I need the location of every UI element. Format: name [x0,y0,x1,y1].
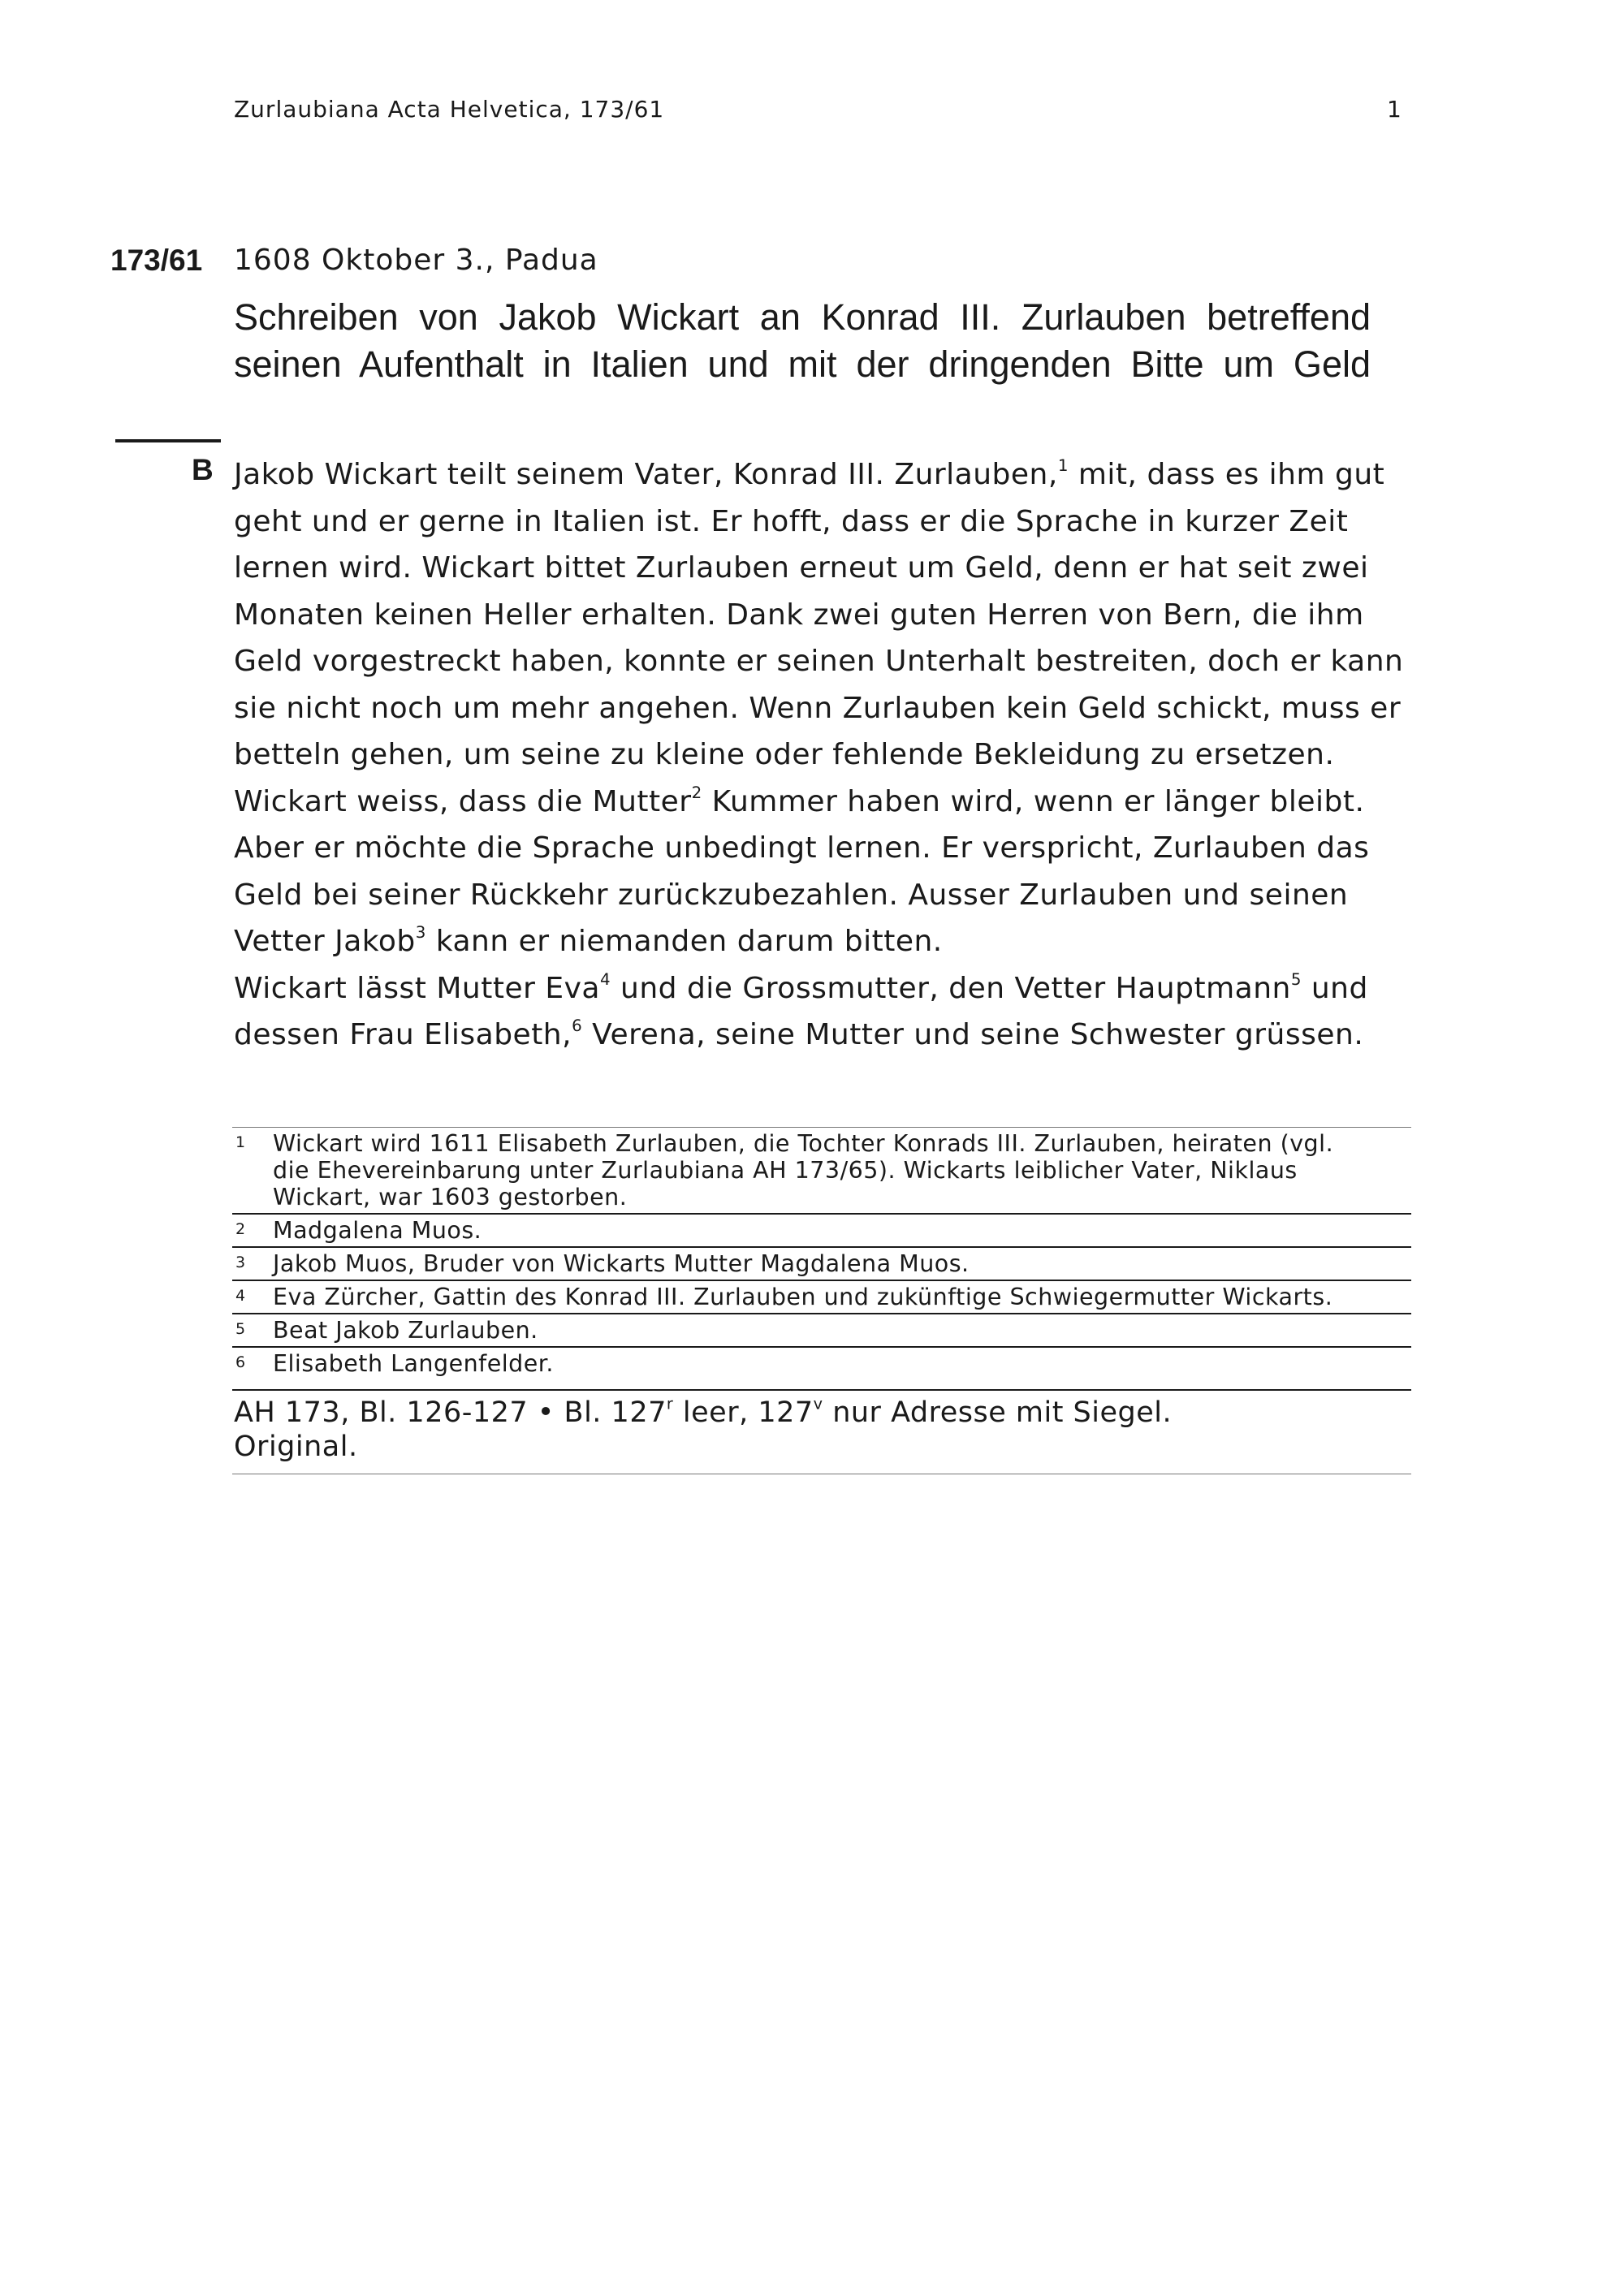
footnote [232,1213,1411,1246]
title-line-1: Schreiben von Jakob Wickart an Konrad III. Zurlauben betreffend [234,296,1371,338]
source-line: Original. [234,1431,358,1463]
footnote-mark: 4 [235,1287,246,1305]
footnote-ref[interactable]: 3 [415,923,426,943]
body-line: betteln gehen, um seine zu kleine oder fehlende Bekleidung zu ersetzen. [234,738,1335,771]
document-number: 173/61 [110,244,203,277]
footnote-text: Elisabeth Langenfelder. [273,1350,554,1377]
footnote-text: Jakob Muos, Bruder von Wickarts Mutter Magdalena Muos. [273,1250,970,1277]
footnote-mark: 2 [235,1220,246,1238]
date-place: 1608 Oktober 3., Padua [234,244,598,277]
body-line: Monaten keinen Heller erhalten. Dank zwei guten Herren von Bern, die ihm [234,598,1364,632]
footnote-ref[interactable]: 5 [1290,969,1302,989]
footnote-text: Beat Jakob Zurlauben. [273,1317,538,1344]
regest-label: B [192,453,214,486]
footnote-mark: 1 [235,1133,246,1151]
footnote-text: Madgalena Muos. [273,1217,482,1244]
body-line: dessen Frau Elisabeth,$^6$ Verena, seine Mutter und seine Schwester grüssen. [234,1016,1364,1051]
regest-body [234,451,1411,1059]
body-line: sie nicht noch um mehr angehen. Wenn Zurlauben kein Geld schickt, muss er [234,691,1402,725]
footnote-text: Wickart wird 1611 Elisabeth Zurlauben, die Tochter Konrads III. Zurlauben, heiraten (vgl. [273,1130,1334,1157]
body-line: Vetter Jakob$^3$ kann er niemanden darum bitten. [234,923,943,958]
footnote-ref[interactable]: 1 [1057,456,1069,476]
page-number: 1 [1387,96,1402,123]
footnote-ref[interactable]: 6 [572,1016,583,1036]
footnote [232,1346,1411,1379]
footnote [232,1280,1411,1313]
footnote-mark: 6 [235,1353,246,1371]
document-title [234,294,1371,388]
body-line: lernen wird. Wickart bittet Zurlauben erneut um Geld, denn er hat seit zwei [234,551,1369,585]
running-header-title: Zurlaubiana Acta Helvetica, 173/61 [234,96,665,123]
footnote [232,1313,1411,1346]
footnote-ref[interactable]: 4 [599,969,611,989]
body-line: Wickart weiss, dass die Mutter$^2$ Kummer haben wird, wenn er länger bleibt. [234,783,1365,818]
footnotes [232,1127,1411,1474]
footnote-mark: 3 [235,1254,246,1271]
footnote-text: Wickart, war 1603 gestorben. [273,1184,628,1211]
footnote [232,1127,1411,1213]
footnote-mark: 5 [235,1320,246,1338]
source-line: AH 173, Bl. 126-127 • Bl. 127$^r$ leer, 127$^v$ nur Adresse mit Siegel. [234,1394,1173,1429]
footnote [232,1246,1411,1280]
section-rule [115,439,221,442]
body-line: Aber er möchte die Sprache unbedingt lernen. Er verspricht, Zurlauben das [234,831,1370,865]
source-note [232,1389,1411,1474]
footnote-ref[interactable]: 2 [691,783,702,802]
body-line: geht und er gerne in Italien ist. Er hofft, dass er die Sprache in kurzer Zeit [234,504,1349,538]
footnote-text: die Ehevereinbarung unter Zurlaubiana AH 173/65). Wickarts leiblicher Vater, Niklaus [273,1157,1298,1184]
body-line: Geld vorgestreckt haben, konnte er seinen Unterhalt bestreiten, doch er kann [234,645,1404,678]
body-line: Geld bei seiner Rückkehr zurückzubezahlen. Ausser Zurlauben und seinen [234,878,1349,912]
body-line: Jakob Wickart teilt seinem Vater, Konrad III. Zurlauben,$^1$ mit, dass es ihm gut [234,456,1385,491]
title-line-2: seinen Aufenthalt in Italien und mit der dringenden Bitte um Geld [234,343,1371,385]
footnote-text: Eva Zürcher, Gattin des Konrad III. Zurlauben und zukünftige Schwiegermutter Wickarts. [273,1284,1333,1310]
body-line: Wickart lässt Mutter Eva$^4$ und die Grossmutter, den Vetter Hauptmann$^5$ und [234,969,1368,1005]
